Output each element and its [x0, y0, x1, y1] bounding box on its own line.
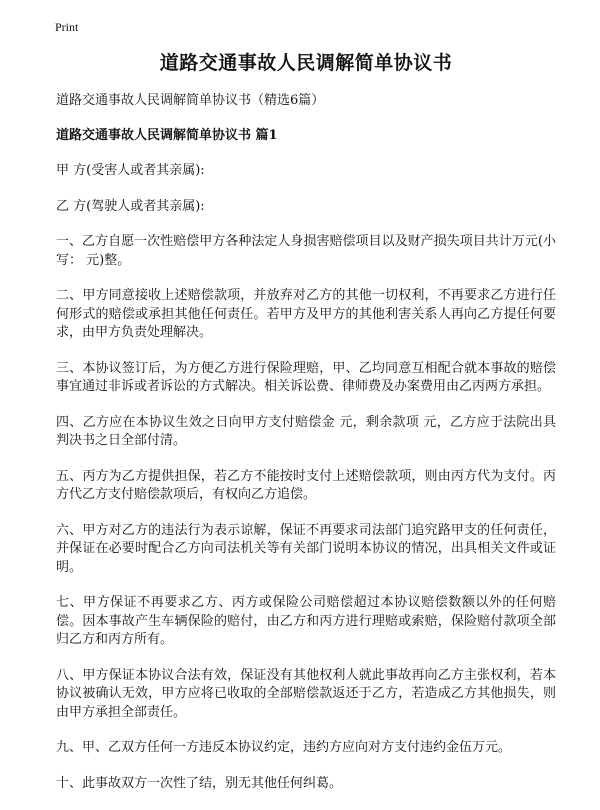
party-a-line: 甲 方(受害人或者其亲属):: [56, 163, 205, 178]
document-subtitle: 道路交通事故人民调解简单协议书（精选6篇）: [56, 93, 325, 108]
clause-1: 一、乙方自愿一次性赔偿甲方各种法定人身损害赔偿项目以及财产损失项目共计万元(小写： 元)整。: [56, 234, 556, 268]
clause-2: 二、甲方同意接收上述赔偿款项，并放弃对乙方的其他一切权利，不再要求乙方进行任何形式的赔偿或承担其他任何责任。若甲方及甲方的其他利害关系人再向乙方提任何要求，由甲方负责处理解决。: [56, 288, 556, 340]
print-link[interactable]: Print: [55, 20, 79, 34]
clause-8: 八、甲方保证本协议合法有效，保证没有其他权利人就此事故再向乙方主张权利，若本协议被确认无效，甲方应将已收取的全部赔偿款返还于乙方，若造成乙方其他损失，则由甲方承担全部责任。: [56, 667, 556, 720]
clause-6: 六、甲方对乙方的违法行为表示谅解，保证不再要求司法部门追究路甲支的任何责任，并保证在必要时配合乙方向司法机关等有关部门说明本协议的情况，出具相关文件或证明。: [56, 522, 556, 575]
clause-9: 九、甲、乙双方任何一方违反本协议约定，违约方应向对方支付违约金伍万元。: [56, 740, 512, 755]
document-body: [56, 48, 556, 810]
clause-4: 四、乙方应在本协议生效之日向甲方支付赔偿金 元，剩余款项 元，乙方应于法院出具判决书之日全部付清。: [56, 414, 556, 448]
clause-5: 五、丙方为乙方提供担保，若乙方不能按时支付上述赔偿款项，则由丙方代为支付。丙方代乙方支付赔偿款项后，有权向乙方追偿。: [56, 468, 556, 502]
clause-7: 七、甲方保证不再要求乙方、丙方或保险公司赔偿超过本协议赔偿数额以外的任何赔偿。因本事故产生车辆保险的赔付，由乙方和丙方进行理赔或索赔，保险赔付款项全部归乙方和丙方所有。: [56, 595, 556, 647]
clause-10: 十、此事故双方一次性了结，别无其他任何纠葛。: [56, 775, 343, 791]
section-heading: 道路交通事故人民调解简单协议书 篇1: [56, 128, 278, 143]
clause-3: 三、本协议签订后，为方便乙方进行保险理赔，甲、乙均同意互相配合就本事故的赔偿事宜通过非诉或者诉讼的方式解决。相关诉讼费、律师费及办案费用由乙丙两方承担。: [56, 360, 556, 394]
document-title: 道路交通事故人民调解简单协议书: [159, 52, 453, 74]
party-b-line: 乙 方(驾驶人或者其亲属):: [56, 198, 205, 214]
